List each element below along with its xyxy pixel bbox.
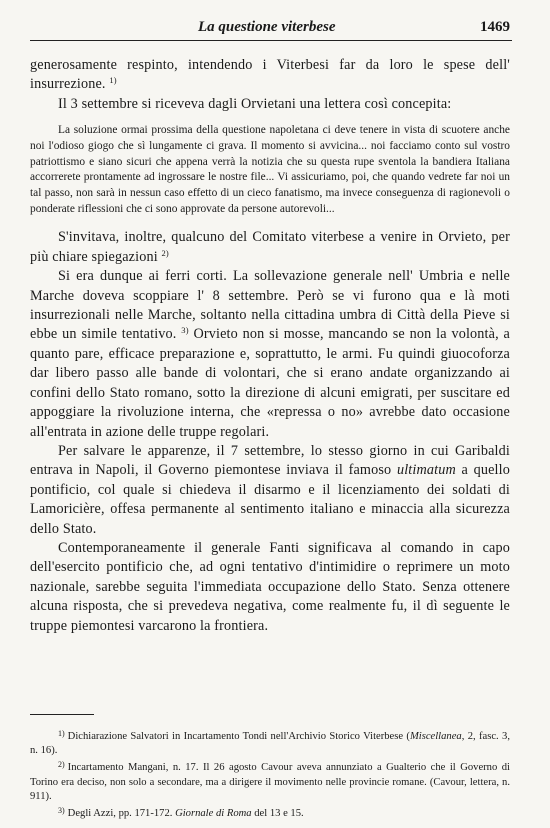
footnote-text: del 13 e 15.	[254, 808, 304, 820]
block-quote: La soluzione ormai prossima della questione napoletana ci deve tenere in vista di scuotere anche noi l'odioso giogo che sì lungamente ci grava. Il momento si avvicina... noi facciamo conto sul vostro patriottismo e siano sicuri che appena verrà la notizia che su questa rupe sventola la bandiera Italiana accorrerete prontamente ad ingrossare le nostre file... Vi assicuriamo, poi, che quando vedrete far noi un tal passo, non sarà in nessun caso effetto di un cieco fanatismo, ma invece conseguenza di ragionevoli o ponderate riflessioni che ci sono approvate da persone autorevoli...	[30, 124, 510, 215]
footnote-italic: Giornale di Roma	[175, 808, 252, 820]
footnote-ref: 2)	[161, 247, 169, 258]
footnote	[30, 804, 510, 821]
paragraph-text: Si era dunque ai ferri corti. La sollevazione generale nell' Umbria e nelle Marche doveva scoppiare l' 8 settembre. Però se vi furono qua e là moti insurrezionali nelle Marche, soltanto nella cittadina umbra di Città della Pieve si ebbe un simile tentativo.	[30, 268, 510, 343]
footnote	[30, 727, 510, 758]
footnote-mark: 3)	[58, 806, 65, 816]
page-number: 1469	[480, 19, 510, 35]
paragraph-letter-intro: Il 3 settembre si riceveva dagli Orvietani una lettera così concepita:	[58, 95, 452, 112]
footnote-italic: Miscellanea	[409, 731, 462, 742]
running-header	[30, 18, 512, 41]
paragraph-text: Per salvare le apparenze, il 7 settembre, lo stesso giorno in cui Garibaldi entrava in Napoli, il Governo piemontese inviava il famoso	[30, 442, 510, 479]
main-text	[30, 56, 510, 636]
italic-term: ultimatum	[396, 462, 456, 479]
footnote-ref: 3)	[181, 325, 189, 336]
footnote-ref: 1)	[109, 75, 117, 86]
paragraph-invitation	[30, 228, 510, 267]
footnote-mark: 1)	[58, 729, 65, 738]
paragraph-fanti: Contemporaneamente il generale Fanti significava al comando in capo dell'esercito pontificio che, ad ogni tentativo d'intimidire o reprimere un moto nazionale, sarebbe seguita l'immediata occupazione dello Stato. Senza ottenere alcuna risposta, che si prevedeva negativa, come realmente fu, il dì seguente le truppe piemontesi varcarono la frontiera.	[30, 539, 510, 634]
footnote-text: Dichiarazione Salvatori in Incartamento Tondi nell'Archivio Storico Viterbese (	[67, 731, 410, 742]
footnote-text: Degli Azzi, pp. 171-172.	[67, 808, 173, 820]
paragraph-ultimatum	[30, 442, 510, 539]
paragraph-ferri-corti	[30, 267, 510, 442]
running-title: La questione viterbese	[198, 19, 336, 35]
paragraph-continuation	[30, 56, 510, 95]
footnote	[30, 758, 510, 804]
paragraph-text: a quello pontificio, col quale si chiedeva il disarmo e il licenziamento dei soldati di Lamoricière, offesa permanente al sentimento italiano e minaccia alla sicurezza dello Stato.	[30, 462, 510, 537]
footnote-text: Incartamento Mangani, n. 17. Il 26 agosto Cavour aveva annunziato a Gualterio che il Governo di Torino era deciso, non solo a secondare, ma a dirigere il movimento nelle provincie romane. (Cavour, lettera, n. 911).	[30, 762, 510, 802]
paragraph-text: Orvieto non si mosse, mancando se non la volontà, a quanto pare, efficace preparazione e, soprattutto, le armi. Fu quindi giuocoforza dar libero passo alle bande di volontari, che si erano andate organizzando ai confini dello Stato romano, sotto la direzione di alcuni emigrati, per suscitare ed appoggiare la rivoluzione interna, che «repressa o no» avrebbe dato occasione all'entrata in azione delle truppe regolari.	[30, 326, 510, 440]
paragraph-text: generosamente respinto, intendendo i Viterbesi far da loro le spese dell' insurrezione.	[30, 57, 510, 93]
paragraph-text: S'invitava, inoltre, qualcuno del Comitato viterbese a venire in Orvieto, per più chiare spiegazioni	[30, 229, 510, 265]
footnote-text: , 2, fasc. 3, n. 16).	[30, 731, 510, 757]
footnotes	[30, 727, 510, 821]
footnote-mark: 2)	[58, 760, 65, 770]
footnote-rule	[30, 714, 94, 715]
